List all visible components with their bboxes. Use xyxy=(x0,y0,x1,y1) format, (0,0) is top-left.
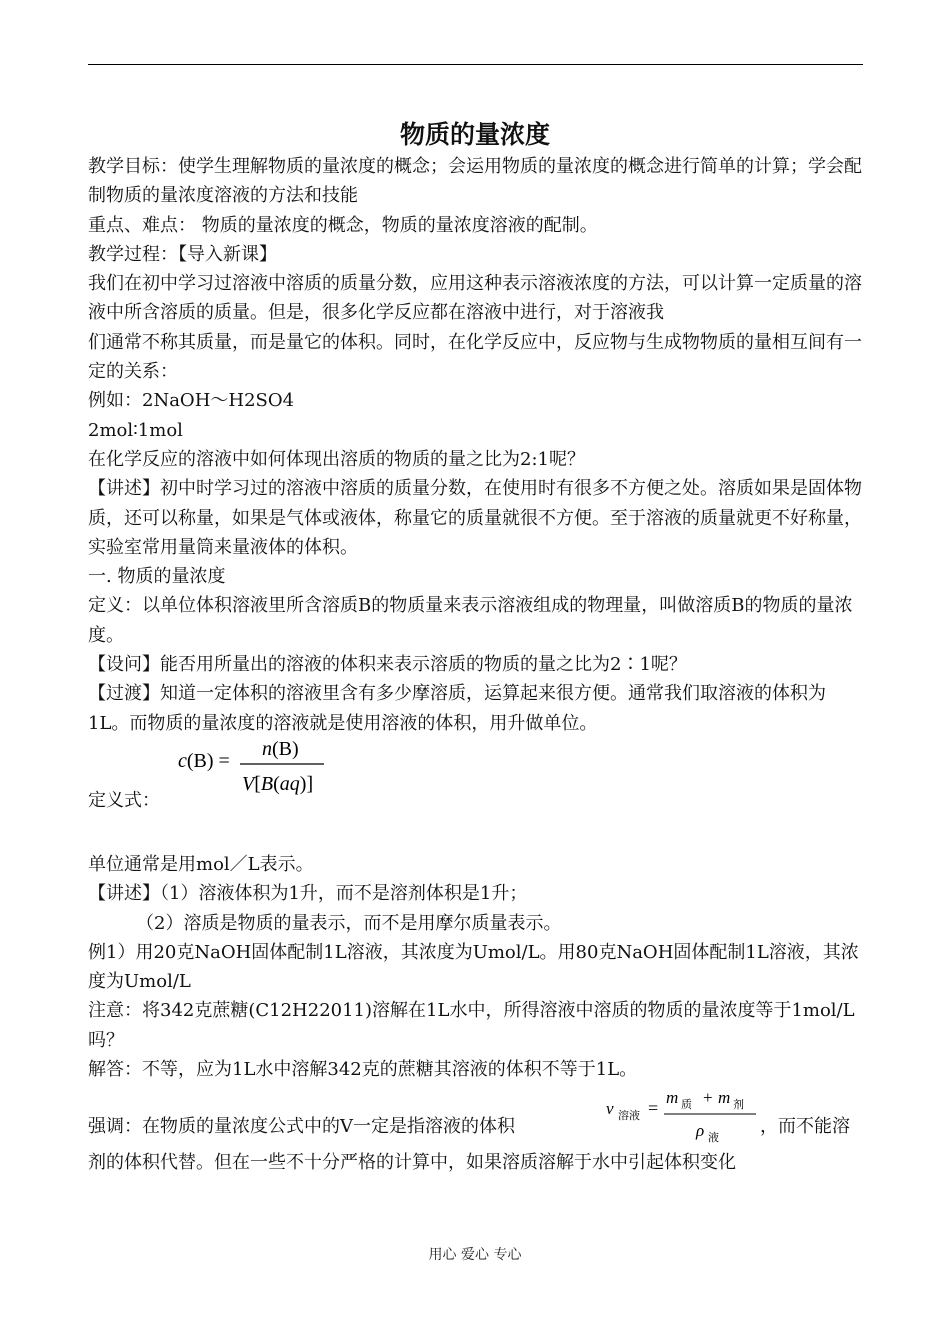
section-heading: 一. 物质的量浓度 xyxy=(88,566,226,588)
paragraph-lecture-point-2: （2）溶质是物质的量表示，而不是用摩尔质量表示。 xyxy=(136,912,562,934)
svg-text:n(B): n(B) xyxy=(262,737,299,760)
paragraph-example-1: 例1）用20克NaOH固体配制1L溶液，其浓度为Umol/L。用80克NaOH固体配制1L溶液，其浓度为Umol/L xyxy=(88,941,859,993)
svg-text:m: m xyxy=(666,1088,679,1108)
svg-text:液: 液 xyxy=(708,1132,719,1145)
svg-text:v: v xyxy=(606,1099,614,1119)
volume-formula xyxy=(604,1088,764,1144)
vertical-spacer xyxy=(88,818,863,850)
paragraph-inquiry: 【设问】能否用所量出的溶液的体积来表示溶质的物质的量之比为2∶1呢？ xyxy=(88,654,687,676)
svg-text:溶液: 溶液 xyxy=(618,1110,640,1123)
paragraph-example-reaction: 例如：2NaOH～H2SO4 xyxy=(88,390,295,412)
paragraph-answer: 解答：不等，应为1L水中溶解342克的蔗糖其溶液的体积不等于1L。 xyxy=(88,1059,638,1081)
svg-text:=: = xyxy=(648,1098,659,1119)
paragraph-lecture-point-1: 【讲述】（1）溶液体积为1升，而不是溶剂体积是1升； xyxy=(88,883,528,905)
paragraph-question: 在化学反应的溶液中如何体现出溶质的物质的量之比为2:1呢？ xyxy=(88,448,585,470)
concentration-formula xyxy=(174,736,344,812)
svg-text:质: 质 xyxy=(681,1099,692,1112)
svg-text:ρ: ρ xyxy=(696,1121,705,1141)
page-footer: 用心 爱心 专心 xyxy=(428,1247,522,1263)
paragraph-definition: 定义：以单位体积溶液里所含溶质B的物质量来表示溶液组成的物理量，叫做溶质B的物质的量浓度。 xyxy=(88,595,853,646)
paragraph-mole-ratio: 2mol∶1mol xyxy=(88,419,183,441)
svg-text:V[B(aq)]: V[B(aq)] xyxy=(242,772,314,795)
paragraph-transition: 【过渡】知道一定体积的溶液里含有多少摩溶质，运算起来很方便。通常我们取溶液的体积为1L。而物质的量浓度的溶液就是使用溶液的体积，用升做单位。 xyxy=(88,683,826,734)
paragraph-intro-continued: 们通常不称其质量，而是量它的体积。同时，在化学反应中，反应物与生成物物质的量相互间有一定的关系： xyxy=(88,331,862,383)
emphasis-text: 强调：在物质的量浓度公式中的V一定是指溶液的体积 xyxy=(88,1116,515,1138)
paragraph-note: 注意：将342克蔗糖(C12H22011)溶解在1L水中，所得溶液中溶质的物质的量浓度等于1mol/L吗？ xyxy=(88,1000,855,1051)
paragraph-intro: 我们在初中学习过溶液中溶质的质量分数，应用这种表示溶液浓度的方法，可以计算一定质量的溶液中所含溶质的质量。但是，很多化学反应都在溶液中进行，对于溶液我 xyxy=(88,273,862,324)
svg-text:剂: 剂 xyxy=(733,1099,744,1112)
svg-text:+: + xyxy=(703,1088,713,1108)
paragraph-key-points: 重点、难点： 物质的量浓度的概念，物质的量浓度溶液的配制。 xyxy=(88,214,598,236)
svg-text:c(B) =: c(B) = xyxy=(178,749,230,772)
paragraph-lecture: 【讲述】初中时学习过的溶液中溶质的质量分数，在使用时有很多不方便之处。溶质如果是固体物质，还可以称量，如果是气体或液体，称量它的质量就很不方便。至于溶液的质量就更不好称量，实验室常用量筒来量液体的体积。 xyxy=(88,478,862,558)
formula-label: 定义式： xyxy=(88,789,160,811)
paragraph-teaching-process: 教学过程：【导入新课】 xyxy=(88,243,277,265)
paragraph-continuation: 剂的体积代替。但在一些不十分严格的计算中，如果溶质溶解于水中引起体积变化 xyxy=(88,1152,736,1174)
paragraph-unit: 单位通常是用mol／L表示。 xyxy=(88,853,314,875)
header-rule xyxy=(88,64,863,65)
definition-formula-block xyxy=(88,738,863,818)
emphasis-line xyxy=(88,1084,863,1145)
paragraph-teaching-goals: 教学目标：使学生理解物质的量浓度的概念；会运用物质的量浓度的概念进行简单的计算；学会配制物质的量浓度溶液的方法和技能 xyxy=(88,156,862,207)
page-title: 物质的量浓度 xyxy=(399,120,550,149)
emphasis-tail: ，而不能溶 xyxy=(760,1116,850,1138)
document-body xyxy=(88,152,863,1178)
svg-text:m: m xyxy=(718,1088,731,1108)
